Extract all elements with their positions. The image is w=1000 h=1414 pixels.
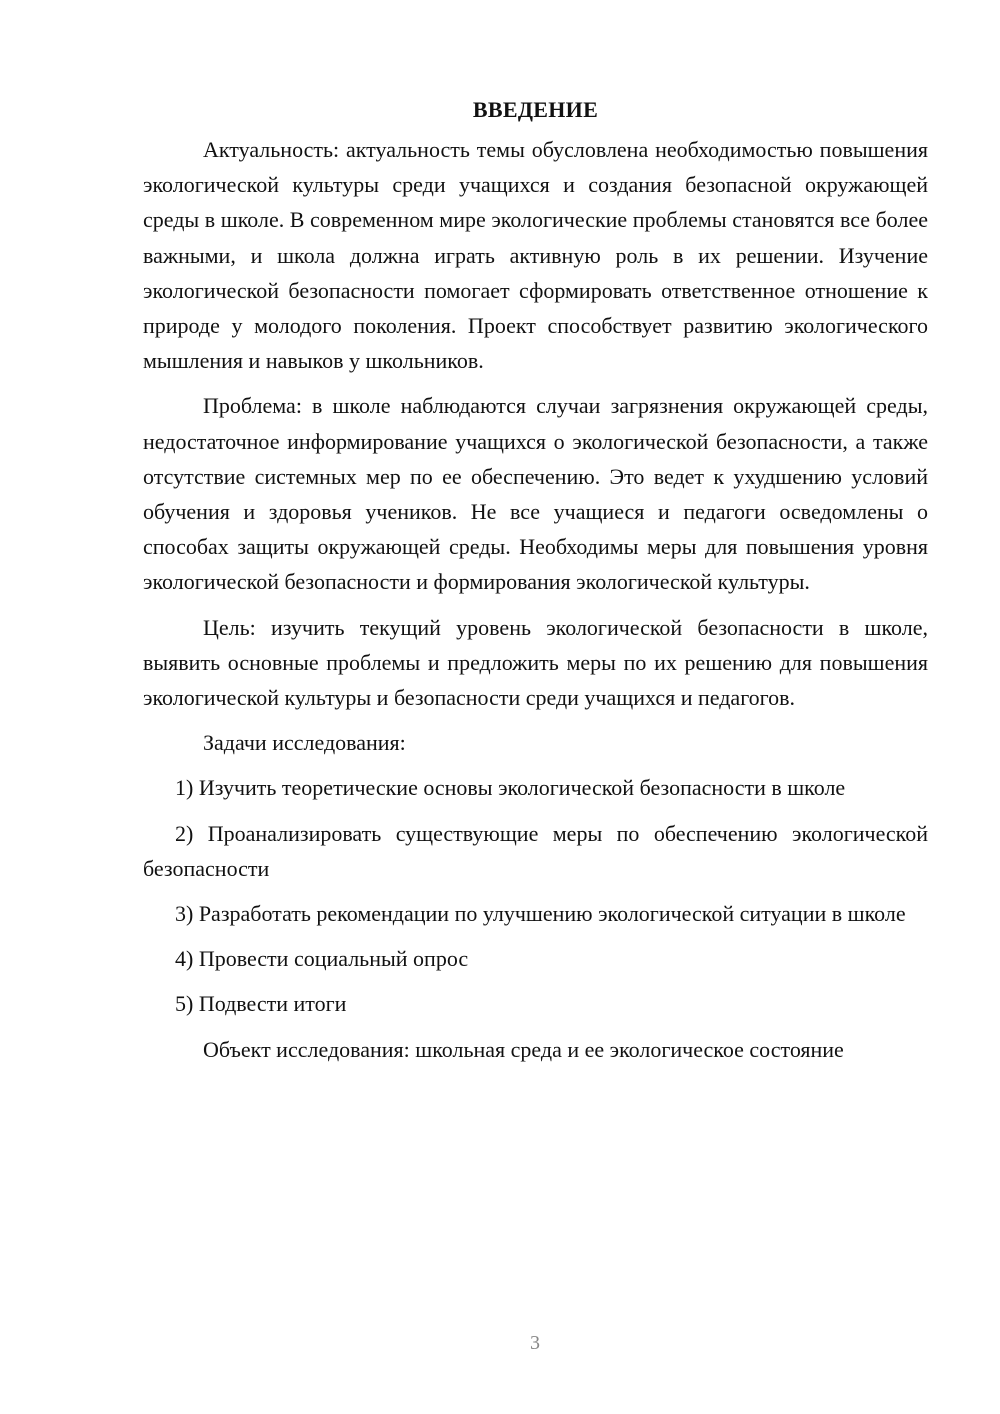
object-paragraph: Объект исследования: школьная среда и ее экологическое состояние — [203, 1036, 844, 1062]
tasks-heading: Задачи исследования: — [203, 730, 406, 756]
list-item: 2) Проанализировать существующие меры по обеспечению экологической безопасности — [143, 820, 928, 881]
list-item: 1) Изучить теоретические основы экологической безопасности в школе — [175, 775, 846, 801]
list-item: 5) Подвести итоги — [175, 991, 347, 1017]
list-item: 3) Разработать рекомендации по улучшению экологической ситуации в школе — [175, 901, 906, 927]
goal-paragraph: Цель: изучить текущий уровень экологической безопасности в школе, выявить основные проблемы и предложить меры по их решению для повышения экологической культуры и безопасности среди учащихся и педагогов. — [143, 614, 928, 711]
problem-paragraph: Проблема: в школе наблюдаются случаи загрязнения окружающей среды, недостаточное информирование учащихся о экологической безопасности, а также отсутствие системных мер по ее обеспечению. Это ведет к ухудшению условий обучения и здоровья учеников. Не все учащиеся и педагоги осведомлены о способах защиты окружающей среды. Необходимы меры для повышения уровня экологической безопасности и формирования экологической культуры. — [143, 393, 928, 595]
page-number: 3 — [530, 1332, 540, 1354]
list-item: 4) Провести социальный опрос — [175, 946, 469, 972]
page-title: ВВЕДЕНИЕ — [472, 97, 599, 122]
document-page — [143, 92, 928, 1077]
tasks-list — [143, 770, 928, 1021]
relevance-paragraph: Актуальность: актуальность темы обусловлена необходимостью повышения экологической культуры среди учащихся и создания безопасной окружающей среды в школе. В современном мире экологические проблемы становятся все более важными, и школа должна играть активную роль в их решении. Изучение экологической безопасности помогает сформировать ответственное отношение к природе у молодого поколения. Проект способствует развитию экологического мышления и навыков у школьников. — [143, 137, 928, 374]
